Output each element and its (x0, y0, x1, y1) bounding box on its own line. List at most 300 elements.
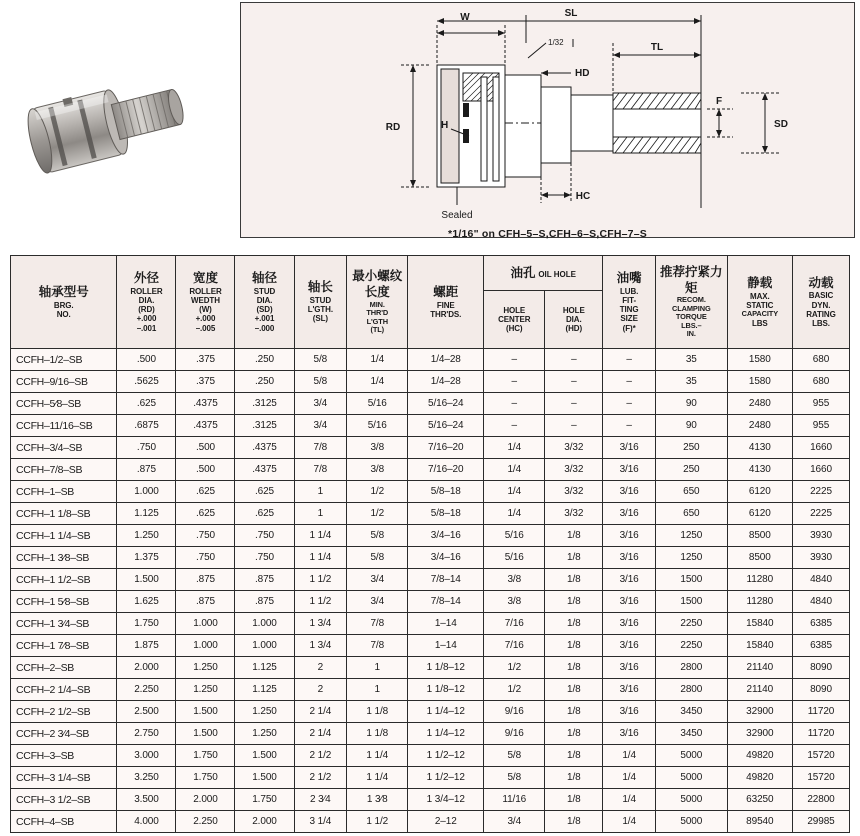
cell-model: CCFH–3 1/4–SB (11, 767, 117, 789)
table-cell: 1.000 (235, 635, 294, 657)
table-cell: 15720 (792, 767, 849, 789)
table-cell: 1.750 (235, 789, 294, 811)
table-cell: 1/4–28 (408, 371, 484, 393)
table-cell: 1500 (655, 591, 727, 613)
table-cell: 955 (792, 415, 849, 437)
bearing-photo (10, 58, 230, 188)
table-cell: 3/4 (347, 591, 408, 613)
table-cell: 1 3/4 (294, 635, 347, 657)
table-cell: 1/8 (545, 811, 603, 833)
table-cell: 49820 (727, 745, 792, 767)
table-cell: 3/4 (484, 811, 545, 833)
table-cell: 8090 (792, 657, 849, 679)
table-row (11, 679, 850, 701)
technical-drawing (240, 2, 855, 238)
table-cell: 1/4 (603, 811, 656, 833)
table-cell: 5000 (655, 811, 727, 833)
table-cell: 2480 (727, 415, 792, 437)
table-row (11, 591, 850, 613)
table-row (11, 481, 850, 503)
cell-model: CCFH–1 1/2–SB (11, 569, 117, 591)
table-cell: .750 (117, 437, 176, 459)
table-cell: 5/8 (347, 525, 408, 547)
header-stud-length: 轴长 STUD L'GTH. (SL) (294, 256, 347, 349)
table-cell: 11720 (792, 701, 849, 723)
table-cell: 1 1/4–12 (408, 701, 484, 723)
table-cell: 1 (347, 679, 408, 701)
table-cell: 6385 (792, 635, 849, 657)
table-cell: 15720 (792, 745, 849, 767)
table-cell: 1 1/8–12 (408, 679, 484, 701)
table-cell: 2.500 (117, 701, 176, 723)
table-cell: 35 (655, 349, 727, 371)
table-cell: 7/8 (294, 437, 347, 459)
table-cell: 3/16 (603, 635, 656, 657)
table-cell: 2800 (655, 657, 727, 679)
table-cell: 1.250 (235, 723, 294, 745)
table-cell: 29985 (792, 811, 849, 833)
table-cell: 5000 (655, 767, 727, 789)
table-cell: 2 1/2 (294, 745, 347, 767)
table-cell: 1 1/4 (294, 547, 347, 569)
table-cell: – (484, 349, 545, 371)
table-cell: 3/16 (603, 459, 656, 481)
table-cell: 1/4 (484, 437, 545, 459)
table-cell: .875 (117, 459, 176, 481)
cell-model: CCFH–1 1/8–SB (11, 503, 117, 525)
spec-table-container (10, 255, 850, 833)
table-cell: 1 1/4–12 (408, 723, 484, 745)
table-cell: 1 3⁄8 (347, 789, 408, 811)
table-cell: 1.250 (176, 657, 235, 679)
table-cell: 1/8 (545, 569, 603, 591)
table-cell: – (484, 371, 545, 393)
cell-model: CCFH–2 1/2–SB (11, 701, 117, 723)
table-cell: 1.000 (235, 613, 294, 635)
table-cell: 3 1/4 (294, 811, 347, 833)
table-cell: 5/8 (294, 371, 347, 393)
table-cell: 3/16 (603, 657, 656, 679)
table-cell: 2.250 (117, 679, 176, 701)
cell-model: CCFH–3 1/2–SB (11, 789, 117, 811)
header-fine-threads: 螺距 FINE THR'DS. (408, 256, 484, 349)
table-cell: 1.125 (235, 679, 294, 701)
table-cell: .6875 (117, 415, 176, 437)
table-cell: 1.000 (176, 635, 235, 657)
table-cell: 650 (655, 503, 727, 525)
table-cell: .4375 (235, 437, 294, 459)
table-cell: 7/16–20 (408, 437, 484, 459)
table-cell: .625 (117, 393, 176, 415)
table-cell: 2 1/4 (294, 723, 347, 745)
table-cell: 250 (655, 459, 727, 481)
table-cell: 1/2 (484, 679, 545, 701)
table-cell: .375 (176, 371, 235, 393)
header-brg-no: 轴承型号 BRG. NO. (11, 256, 117, 349)
label-sl: SL (564, 8, 578, 19)
table-cell: 1250 (655, 525, 727, 547)
table-cell: 3/8 (347, 437, 408, 459)
table-cell: 5/8 (484, 745, 545, 767)
table-cell: 1.750 (176, 745, 235, 767)
table-cell: 1 1/8 (347, 723, 408, 745)
table-cell: 21140 (727, 679, 792, 701)
table-cell: 5/8 (484, 767, 545, 789)
table-cell: 7/16–20 (408, 459, 484, 481)
table-cell: 2.000 (117, 657, 176, 679)
table-cell: 3/16 (603, 503, 656, 525)
table-cell: 1580 (727, 371, 792, 393)
table-cell: 1/8 (545, 591, 603, 613)
table-cell: 1.000 (176, 613, 235, 635)
table-cell: 3/4 (294, 415, 347, 437)
spec-table-body (11, 349, 850, 833)
table-cell: 1.125 (235, 657, 294, 679)
table-cell: 1 (347, 657, 408, 679)
cell-model: CCFH–5⁄8–SB (11, 393, 117, 415)
footnote-note: *1/16" on CFH–5–S,CFH–6–S,CFH–7–S (448, 228, 647, 240)
table-cell: 2 3⁄4 (294, 789, 347, 811)
table-cell: .250 (235, 349, 294, 371)
table-cell: 15840 (727, 613, 792, 635)
table-cell: 5/16 (347, 415, 408, 437)
table-cell: 21140 (727, 657, 792, 679)
table-cell: 1–14 (408, 635, 484, 657)
table-cell: 1 1/8–12 (408, 657, 484, 679)
label-tl: TL (650, 42, 664, 53)
table-cell: 2250 (655, 613, 727, 635)
table-cell: 2.750 (117, 723, 176, 745)
label-hd: HD (575, 68, 590, 79)
table-cell: 7/16 (484, 613, 545, 635)
cell-model: CCFH–3–SB (11, 745, 117, 767)
table-cell: 3.000 (117, 745, 176, 767)
table-cell: 8500 (727, 525, 792, 547)
header-roller-dia: 外径 ROLLER DIA. (RD) +.000 –.001 (117, 256, 176, 349)
table-cell: 1/8 (545, 789, 603, 811)
table-cell: 3/8 (484, 569, 545, 591)
table-cell: – (603, 371, 656, 393)
header-hole-center: HOLE CENTER (HC) (484, 291, 545, 349)
table-cell: 3/16 (603, 723, 656, 745)
table-cell: 3.500 (117, 789, 176, 811)
table-cell: .875 (176, 591, 235, 613)
table-cell: – (545, 349, 603, 371)
cell-model: CCFH–1 7⁄8–SB (11, 635, 117, 657)
table-cell: 7/8 (294, 459, 347, 481)
label-fraction: 1/32 (548, 38, 564, 47)
table-cell: .4375 (176, 415, 235, 437)
table-row (11, 547, 850, 569)
table-cell: 1/4 (347, 349, 408, 371)
table-cell: 6385 (792, 613, 849, 635)
table-cell: 680 (792, 349, 849, 371)
table-cell: 5/16–24 (408, 415, 484, 437)
table-cell: 4.000 (117, 811, 176, 833)
table-cell: 1/8 (545, 613, 603, 635)
table-cell: 2 (294, 657, 347, 679)
table-cell: 5/8–18 (408, 481, 484, 503)
label-f: F (715, 96, 723, 107)
table-cell: 3/16 (603, 613, 656, 635)
table-cell: 1/8 (545, 701, 603, 723)
cell-model: CCFH–3/4–SB (11, 437, 117, 459)
header-dynamic-rating: 动载 BASIC DYN. RATING LBS. (792, 256, 849, 349)
table-cell: 1 3/4–12 (408, 789, 484, 811)
label-w: W (460, 12, 470, 23)
table-cell: 2 1/4 (294, 701, 347, 723)
table-cell: .500 (176, 459, 235, 481)
table-row (11, 415, 850, 437)
table-cell: .5625 (117, 371, 176, 393)
table-cell: 3/4–16 (408, 525, 484, 547)
table-cell: 1/8 (545, 767, 603, 789)
top-illustration-area (0, 0, 860, 240)
table-cell: – (603, 349, 656, 371)
table-cell: 49820 (727, 767, 792, 789)
table-cell: 5000 (655, 745, 727, 767)
table-cell: 7/8 (347, 635, 408, 657)
table-cell: 1 1/2 (347, 811, 408, 833)
table-cell: – (484, 393, 545, 415)
cell-model: CCFH–2 3⁄4–SB (11, 723, 117, 745)
header-roller-width: 宽度 ROLLER WEDTH (W) +.000 –.005 (176, 256, 235, 349)
table-cell: 1/4 (484, 503, 545, 525)
cell-model: CCFH–1 3⁄4–SB (11, 613, 117, 635)
table-cell: 3/16 (603, 701, 656, 723)
table-cell: 1.750 (176, 767, 235, 789)
label-sd: SD (774, 119, 788, 130)
table-cell: 1 1/8 (347, 701, 408, 723)
table-cell: 15840 (727, 635, 792, 657)
table-cell: 3/16 (603, 481, 656, 503)
table-cell: 11720 (792, 723, 849, 745)
table-cell: 4840 (792, 569, 849, 591)
table-cell: 2.000 (176, 789, 235, 811)
table-cell: 2–12 (408, 811, 484, 833)
table-cell: 1.500 (235, 745, 294, 767)
table-cell: .750 (176, 547, 235, 569)
table-cell: 1/8 (545, 657, 603, 679)
table-cell: 3450 (655, 723, 727, 745)
table-cell: 1.750 (117, 613, 176, 635)
table-cell: 1/4 (484, 459, 545, 481)
table-cell: 90 (655, 393, 727, 415)
table-cell: 1250 (655, 547, 727, 569)
table-cell: 1/4 (603, 789, 656, 811)
header-lub-fitting-size: 油嘴 LUB. FIT- TING SIZE (F)* (603, 256, 656, 349)
table-cell: 1.625 (117, 591, 176, 613)
table-cell: 3/16 (603, 437, 656, 459)
cell-model: CCFH–1 5⁄8–SB (11, 591, 117, 613)
header-oil-hole-group: 油孔 OIL HOLE (484, 256, 603, 291)
table-cell: 1.250 (235, 701, 294, 723)
cell-model: CCFH–2–SB (11, 657, 117, 679)
table-cell: 1 1/2–12 (408, 745, 484, 767)
table-cell: 1 1/4 (294, 525, 347, 547)
table-cell: 3/32 (545, 503, 603, 525)
table-cell: 9/16 (484, 701, 545, 723)
table-cell: 8090 (792, 679, 849, 701)
table-cell: 7/8–14 (408, 569, 484, 591)
table-cell: 1/2 (347, 481, 408, 503)
table-row (11, 503, 850, 525)
table-cell: 1–14 (408, 613, 484, 635)
table-cell: 2.250 (176, 811, 235, 833)
table-cell: 2250 (655, 635, 727, 657)
table-cell: 2 1/2 (294, 767, 347, 789)
table-cell: .500 (176, 437, 235, 459)
table-cell: 1500 (655, 569, 727, 591)
table-cell: 11280 (727, 569, 792, 591)
table-cell: 1/2 (484, 657, 545, 679)
table-cell: – (545, 415, 603, 437)
table-cell: 3/4 (347, 569, 408, 591)
table-row (11, 811, 850, 833)
header-static-capacity: 静载 MAX. STATIC CAPACITY LBS (727, 256, 792, 349)
table-cell: 8500 (727, 547, 792, 569)
table-cell: .750 (235, 525, 294, 547)
table-cell: 3/4 (294, 393, 347, 415)
table-cell: .875 (235, 569, 294, 591)
table-cell: 1/8 (545, 525, 603, 547)
table-cell: – (603, 393, 656, 415)
table-cell: 250 (655, 437, 727, 459)
table-cell: 1 (294, 481, 347, 503)
table-cell: .750 (176, 525, 235, 547)
table-row (11, 349, 850, 371)
table-cell: .625 (235, 481, 294, 503)
table-cell: 2480 (727, 393, 792, 415)
header-stud-dia: 轴径 STUD DIA. (SD) +.001 –.000 (235, 256, 294, 349)
table-cell: 650 (655, 481, 727, 503)
table-cell: 7/16 (484, 635, 545, 657)
table-cell: 7/8–14 (408, 591, 484, 613)
header-min-thread-length: 最小螺纹长度 MIN. THR'D L'GTH (TL) (347, 256, 408, 349)
table-cell: 9/16 (484, 723, 545, 745)
table-cell: 1/4 (603, 767, 656, 789)
table-cell: 1 1/4 (347, 767, 408, 789)
table-cell: 1 1/2 (294, 591, 347, 613)
table-cell: 32900 (727, 723, 792, 745)
table-cell: 3/32 (545, 459, 603, 481)
table-cell: .750 (235, 547, 294, 569)
table-cell: 2.000 (235, 811, 294, 833)
table-cell: 1 1/2 (294, 569, 347, 591)
table-cell: 3/16 (603, 591, 656, 613)
table-cell: 7/8 (347, 613, 408, 635)
table-row (11, 635, 850, 657)
table-cell: 5/8–18 (408, 503, 484, 525)
table-cell: 1 1/2–12 (408, 767, 484, 789)
label-sealed: Sealed (441, 210, 473, 221)
specification-table (10, 255, 850, 833)
header-hole-dia: HOLE DIA. (HD) (545, 291, 603, 349)
table-cell: 1/4 (603, 745, 656, 767)
table-row (11, 613, 850, 635)
table-cell: .625 (176, 481, 235, 503)
table-cell: 1580 (727, 349, 792, 371)
table-cell: 3930 (792, 525, 849, 547)
label-hc: HC (575, 191, 591, 202)
cell-model: CCFH–11/16–SB (11, 415, 117, 437)
table-cell: 3/4–16 (408, 547, 484, 569)
table-cell: – (484, 415, 545, 437)
table-cell: 4130 (727, 459, 792, 481)
table-row (11, 393, 850, 415)
table-cell: .250 (235, 371, 294, 393)
table-cell: 2225 (792, 503, 849, 525)
cell-model: CCFH–1 3⁄8–SB (11, 547, 117, 569)
table-cell: 1.500 (235, 767, 294, 789)
cell-model: CCFH–1–SB (11, 481, 117, 503)
table-cell: 4130 (727, 437, 792, 459)
table-cell: 35 (655, 371, 727, 393)
table-cell: 1.500 (117, 569, 176, 591)
table-cell: 89540 (727, 811, 792, 833)
cell-model: CCFH–2 1/4–SB (11, 679, 117, 701)
table-cell: .4375 (176, 393, 235, 415)
table-cell: 1/8 (545, 723, 603, 745)
table-cell: 1/4–28 (408, 349, 484, 371)
table-cell: – (603, 415, 656, 437)
table-cell: 63250 (727, 789, 792, 811)
table-cell: 3/8 (484, 591, 545, 613)
table-cell: 1/4 (347, 371, 408, 393)
cell-model: CCFH–9/16–SB (11, 371, 117, 393)
table-cell: 2800 (655, 679, 727, 701)
table-cell: 1 1/4 (347, 745, 408, 767)
table-cell: 3.250 (117, 767, 176, 789)
table-cell: .3125 (235, 415, 294, 437)
table-cell: .500 (117, 349, 176, 371)
table-cell: 5000 (655, 789, 727, 811)
cell-model: CCFH–4–SB (11, 811, 117, 833)
table-cell: 1/8 (545, 679, 603, 701)
table-cell: .3125 (235, 393, 294, 415)
table-cell: 3/16 (603, 547, 656, 569)
table-cell: 1.875 (117, 635, 176, 657)
table-cell: 1.125 (117, 503, 176, 525)
table-row (11, 789, 850, 811)
table-cell: .625 (176, 503, 235, 525)
table-cell: 1/8 (545, 635, 603, 657)
table-cell: 2225 (792, 481, 849, 503)
table-row (11, 723, 850, 745)
table-cell: 32900 (727, 701, 792, 723)
table-cell: 6120 (727, 503, 792, 525)
table-cell: 3/8 (347, 459, 408, 481)
table-row (11, 437, 850, 459)
table-cell: 3/32 (545, 481, 603, 503)
table-cell: 680 (792, 371, 849, 393)
table-cell: 3/32 (545, 437, 603, 459)
table-cell: 1.000 (117, 481, 176, 503)
cell-model: CCFH–1 1/4–SB (11, 525, 117, 547)
table-cell: 1 (294, 503, 347, 525)
table-cell: 1.500 (176, 701, 235, 723)
header-clamping-torque: 推荐拧紧力矩 RECOM. CLAMPING TORQUE LBS.– IN. (655, 256, 727, 349)
table-cell: 3/16 (603, 569, 656, 591)
table-cell: 1/8 (545, 547, 603, 569)
table-cell: 1/8 (545, 745, 603, 767)
table-cell: – (545, 371, 603, 393)
table-cell: 11/16 (484, 789, 545, 811)
table-cell: 1.375 (117, 547, 176, 569)
table-cell: 5/8 (347, 547, 408, 569)
table-cell: 5/16 (484, 547, 545, 569)
table-cell: 1.250 (176, 679, 235, 701)
